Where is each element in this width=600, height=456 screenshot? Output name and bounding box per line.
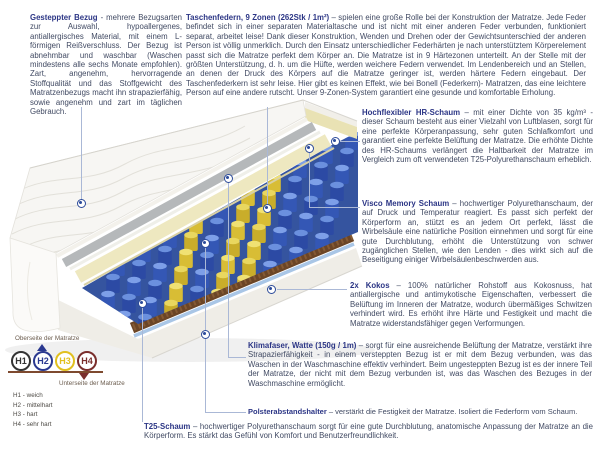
connector-line — [205, 243, 206, 412]
layer-marker-dot — [263, 204, 272, 213]
section-body: – mit einer Dichte von 35 kg/m³ - dieser Schaum besteht aus einer Vielzahl von Luftblasen, sorgt für eine perfekte Körperanpassung, sehr guten Schlafkomfort und garantiert eine perfekte Belüftung der Matratze. Die erhöhte Dichte des HR-Schaums verlängert die Haltbarkeit der Matratze im Vergleich zum oft verwendeten T25-Polyurethanschaum erheblich. — [362, 108, 593, 165]
section-body: - mehrere Bezugsarten zur Auswahl, hypoallergenes, antiallergisches Material, mit einem L-förmigen Reißverschluss. Der Bezug ist abnehmbar und waschbar (Waschen mindestens alle sechs Monate empfohlen). Zart, angenehm, hervorragende Stoffqualität und das Stoffgewicht des Matratzenbezugs macht ihn strapazierfähig, sowie angenehm und zart im täglichen Gebrauch. — [30, 13, 182, 117]
layer-marker-dot — [305, 144, 314, 153]
layer-marker-dot — [138, 299, 147, 308]
hardness-badge-h4: H4 — [77, 351, 97, 371]
unterseite-label: Unterseite der Matratze — [59, 380, 125, 387]
section-hr-schaum — [362, 108, 593, 164]
hardness-def: H3 - hart — [13, 411, 38, 419]
layer-marker-dot — [77, 199, 86, 208]
section-heading: 2x Kokos — [350, 281, 390, 290]
section-body: – hochwertiger Polyurethanschaum, der auf Druck und Temperatur reagiert. Es passt sich perfekt der Körperform an, stützt es an jedem Ort perfekt, lässt die Wirbelsäule eine natürliche Position einnehmen und sorgt für eine gute Durchblutung, erhöht die Unterstützung von schwer zugänglichen Stellen, wie den Lenden - dies wirkt sich auf die Beseitigung einiger Wirbelsäulenbeschwerden aus. — [362, 199, 593, 265]
hardness-def: H2 - mittelhart — [13, 401, 53, 409]
section-heading: Gesteppter Bezug — [30, 13, 98, 22]
unterseite-arrow-icon — [79, 373, 89, 380]
section-heading: Taschenfedern, 9 Zonen (262Stk / 1m²) — [186, 13, 330, 22]
connector-line — [228, 178, 229, 357]
hardness-def: H4 - sehr hart — [13, 420, 52, 428]
layer-marker-dot — [201, 330, 210, 339]
section-body: – hochwertiger Polyurethanschaum sorgt für eine gute Durchblutung, anatomische Anpassung der Matratze an die Körperform. Es stärkt das Gefühl von Komfort und Benutzerfreundlichkeit. — [144, 422, 593, 441]
section-body: – sorgt für eine ausreichende Belüftung der Matratze, verstärkt ihre Strapazierfähigkeit - in einem versteppten Bezug ist er mit dem Bezug verbunden, was das Waschen in der Waschmaschine effektiv verhindert. Beim ungesteppten Bezug ist es der innere Teil der Matratze, der nicht mit dem Bezug verbunden ist, was das Waschen des Bezuges in der Waschmaschine ermöglicht. — [248, 341, 592, 388]
section-t25-schaum — [144, 422, 593, 441]
hardness-badge-h3: H3 — [55, 351, 75, 371]
hardness-badge-h1: H1 — [11, 351, 31, 371]
connector-line — [309, 207, 360, 208]
layer-marker-dot — [331, 137, 340, 146]
section-heading: Polsterabstandshalter — [248, 407, 327, 416]
section-body: – verstärkt die Festigkeit der Matratze. Isoliert die Federform vom Schaum. — [326, 407, 578, 416]
hardness-badge-h2: H2 — [33, 351, 53, 371]
section-body: – 100% natürlicher Rohstoff aus Kokosnuss, hat antiallergische und antimykotische Eigenschaften, verbessert die Belüftung im Inneren der Matratze, wodurch übermäßiges Schwitzen verhindert wird. Es erhöht ihre Härte und Festigkeit und macht die Matratze widerstandsfähiger gegen Verformungen. — [350, 281, 592, 328]
section-body: – spielen eine große Rolle bei der Konstruktion der Matratze. Jede Feder befindet sich in einer separaten Materialtasche und ist nicht mit einer anderen Feder verbunden, funktioniert separat, arbeitet leise! Dank dieser Konstruktion, Wenden und Drehen oder der Gewichtsunterschied der anderen Person ist völlig unmerklich. Durch den Einsatz unterschiedlicher Federhärten je nach unterstütztem Körperelement passt sich die Matratze perfekt dem Körper an. Die Matratze ist in 9 Härtezonen unterteilt. An der Stelle mit der größten Unterstützung, d. h. um die Hüfte, werden weichere Federn verwendet. Im Lendenbereich und an Stellen, an denen der Druck des Körpers auf die Matratze geringer ist, werden härtere Federn eingebaut. Der Taschenfederkern ist sehr leise. Hier gibt es keinen Effekt, wie bei Bonell (Federkern)- Matratzen, das eine leichtere Person auf eine andere rutscht. Unser 9-Zonen-System garantiert eine gesunde und komfortable Erholung. — [186, 13, 586, 98]
connector-line — [267, 107, 268, 208]
layer-marker-dot — [201, 239, 210, 248]
connector-line — [340, 141, 360, 142]
section-heading: Hochflexibler HR-Schaum — [362, 108, 461, 117]
hardness-def: H1 - weich — [13, 392, 43, 399]
section-visco-memory — [362, 199, 593, 265]
section-klimafaser — [248, 341, 592, 388]
section-taschenfedern — [186, 13, 586, 98]
connector-line — [142, 303, 143, 422]
connector-line — [228, 357, 246, 358]
oberseite-label: Oberseite der Matratze — [15, 335, 80, 342]
section-heading: Klimafaser, Watte (150g / 1m) — [248, 341, 357, 350]
layer-marker-dot — [224, 174, 233, 183]
section-heading: Visco Memory Schaum — [362, 199, 450, 208]
section-polsterabstandshalter — [248, 407, 596, 416]
connector-line — [277, 289, 347, 290]
section-gesteppter-bezug — [30, 13, 182, 116]
section-heading: T25-Schaum — [144, 422, 191, 431]
hardness-legend-list — [13, 391, 53, 429]
section-kokos — [350, 281, 592, 328]
connector-line — [81, 107, 82, 203]
connector-line — [309, 148, 310, 207]
layer-marker-dot — [267, 285, 276, 294]
oberseite-arrow-icon — [37, 344, 47, 351]
connector-line — [205, 412, 246, 413]
